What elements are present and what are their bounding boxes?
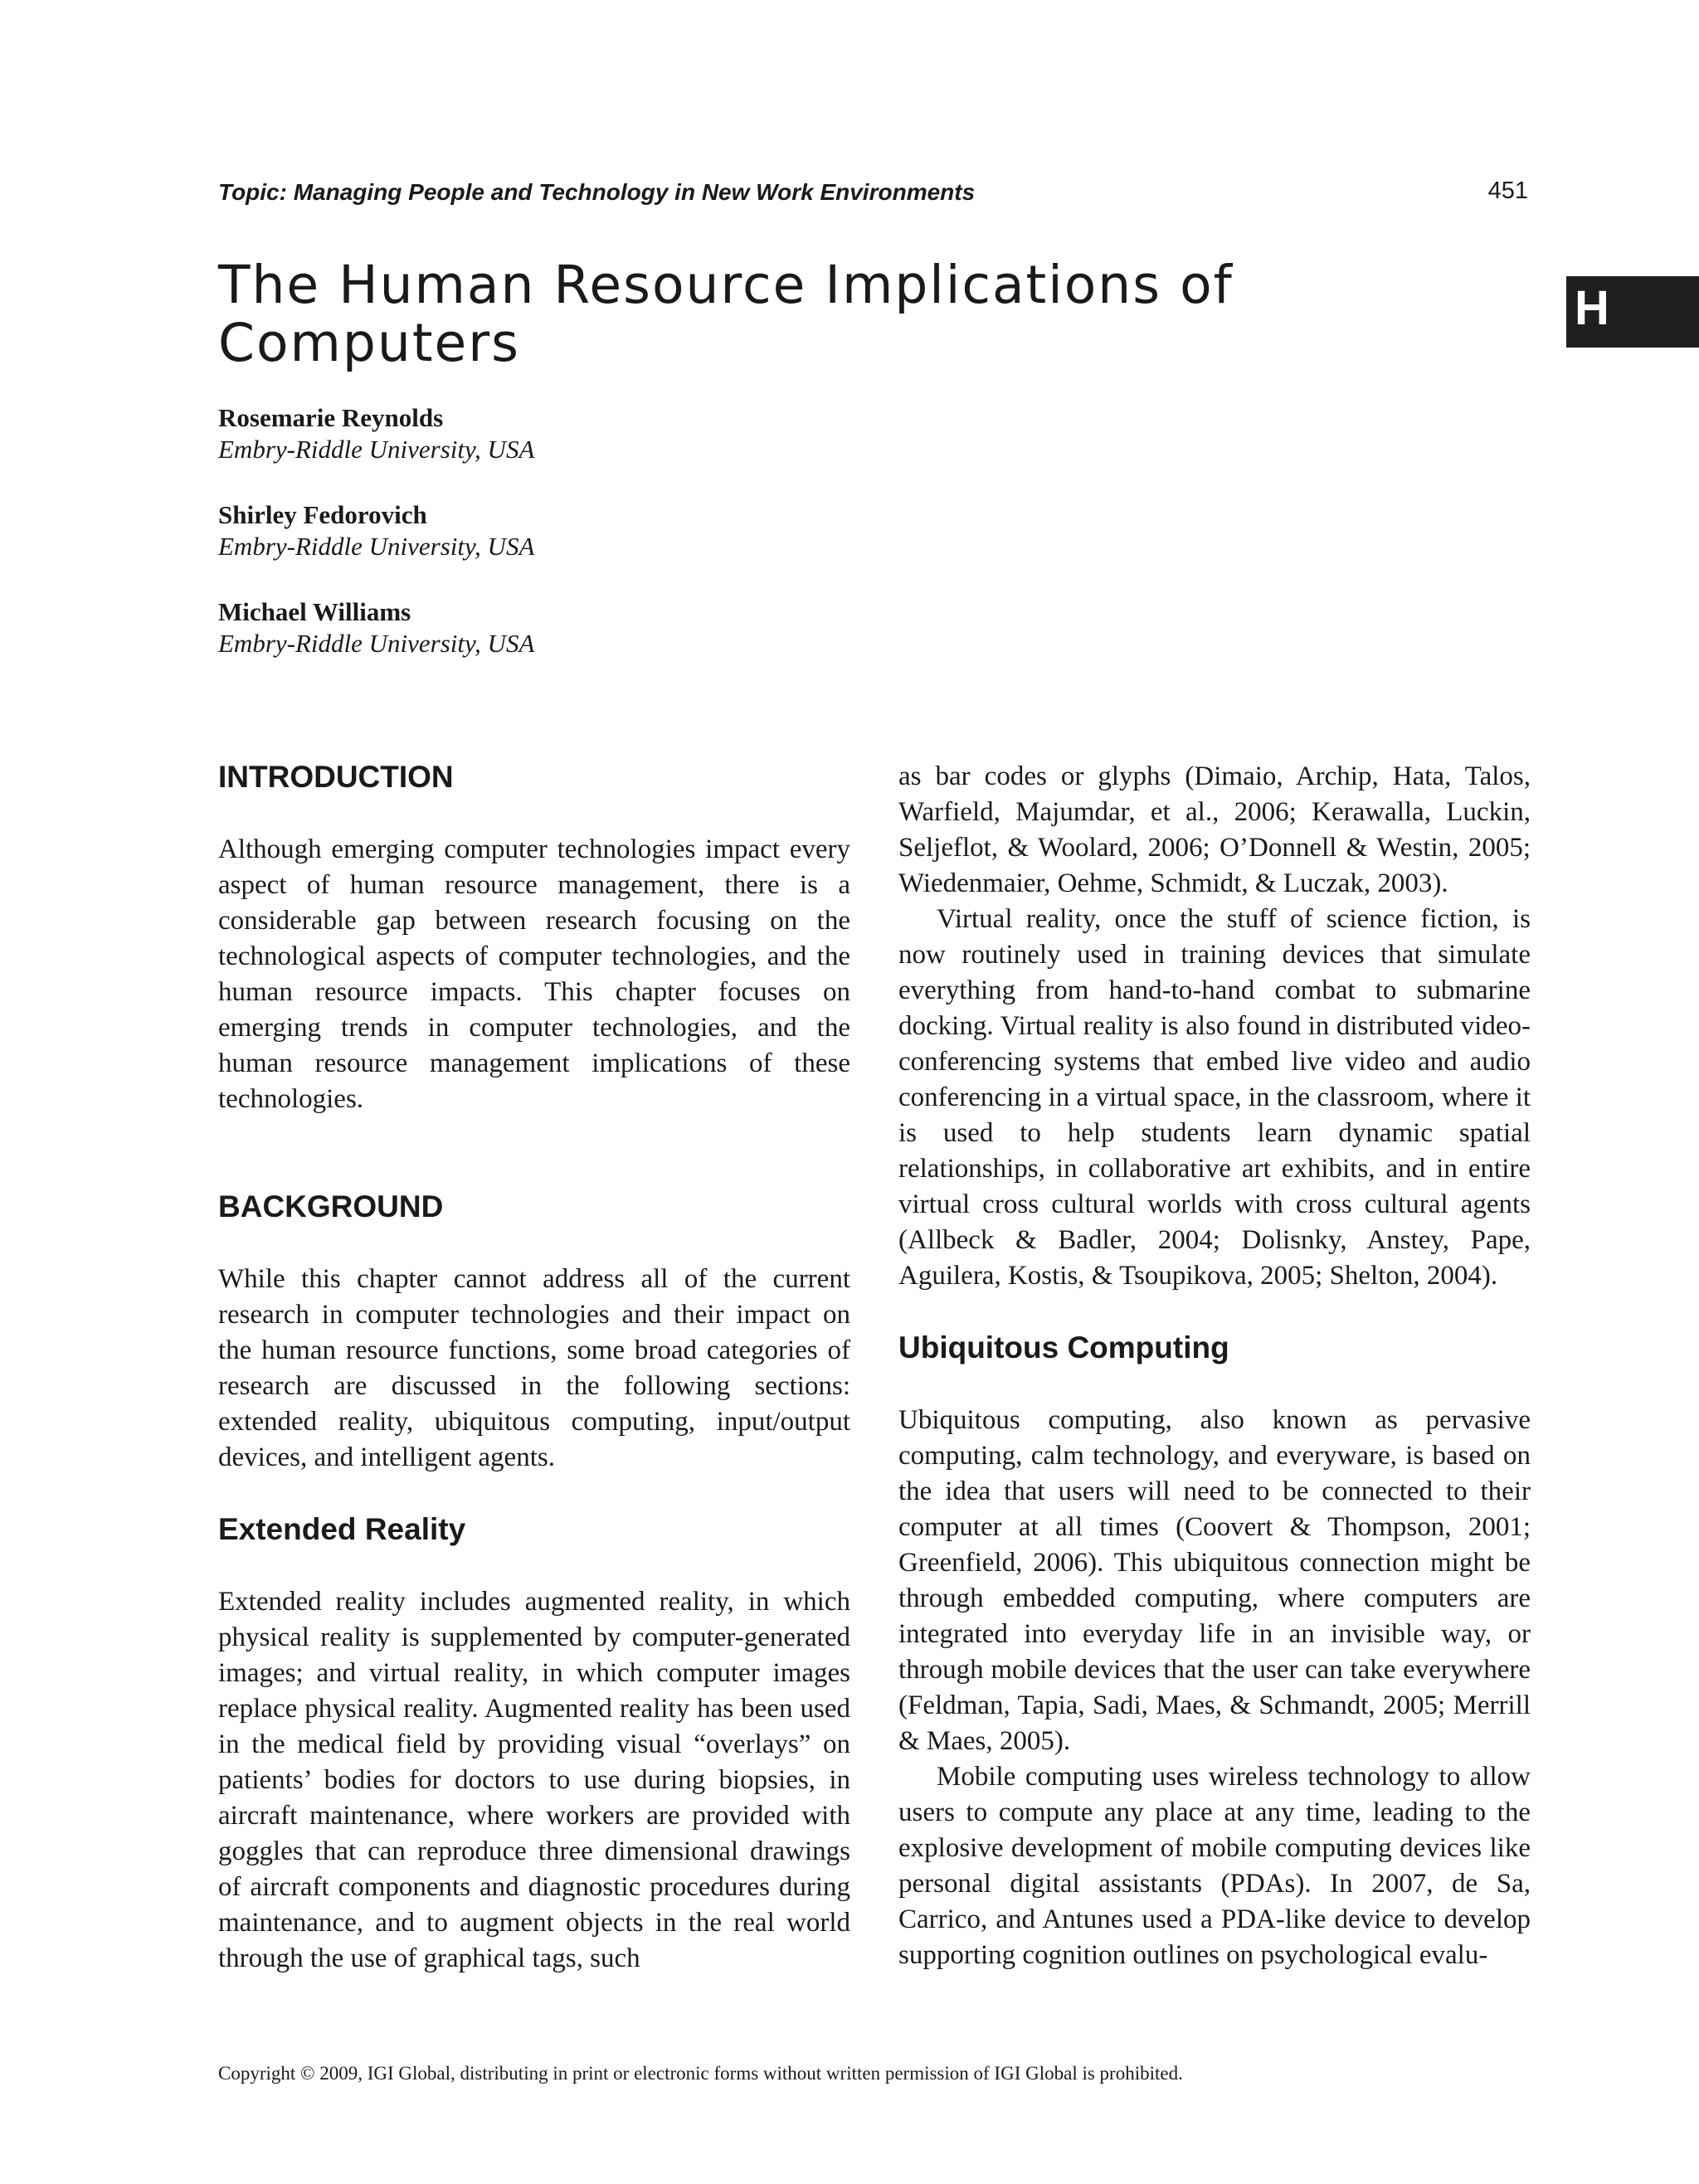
author-affiliation: Embry-Riddle University, USA: [218, 629, 535, 658]
virtual-reality-paragraph: Virtual reality, once the stuff of science fiction, is now routinely used in training devices that simulate everything from hand-to-hand combat to submarine docking. Virtual reality is also found in distributed video-conferencing systems that embed live video and audio conferencing in a virtual space, in the classroom, where it is used to help students learn dynamic spatial relationships, in collaborative art exhibits, and in entire virtual cross cultural worlds with cross cultural agents (Allbeck & Badler, 2004; Dolisnky, Anstey, Pape, Aguilera, Kostis, & Tsoupikova, 2005; Shelton, 2004).: [898, 904, 1531, 1291]
chapter-title: [218, 256, 1380, 372]
chapter-title-line2: Computers: [218, 313, 521, 373]
copyright-footer: Copyright © 2009, IGI Global, distributing in print or electronic forms without written permission of IGI Global is prohibited.: [218, 2063, 1183, 2084]
extended-reality-paragraph: Extended reality includes augmented reality, in which physical reality is supplemented by computer-generated images; and virtual reality, in which computer images replace physical reality. Augmented reality has been used in the medical field by providing visual “overlays” on patients’ bodies for doctors to use during biopsies, in aircraft maintenance, where workers are provided with goggles that can reproduce three dimensional drawings of aircraft components and diagnostic procedures during maintenance, and to augment objects in the real world through the use of graphical tags, such: [218, 1587, 850, 1973]
right-column: [898, 759, 1531, 1973]
heading-ubiquitous-computing: Ubiquitous Computing: [898, 1330, 1229, 1364]
extended-reality-paragraph-continued: as bar codes or glyphs (Dimaio, Archip, Hata, Talos, Warfield, Majumdar, et al., 2006; Kerawalla, Luckin, Seljeflot, & Woolard, 2006; O’Donnell & Westin, 2005; Wiedenmaier, Oehme, Schmidt, & Luczak, 2003).: [898, 761, 1531, 898]
heading-introduction: INTRODUCTION: [218, 760, 454, 794]
author-name: Rosemarie Reynolds: [218, 403, 444, 432]
author-name: Shirley Fedorovich: [218, 500, 427, 529]
introduction-paragraph: Although emerging computer technologies impact every aspect of human resource management, there is a considerable gap between research focusing on the technological aspects of computer technologies, and the human resource impacts. This chapter focuses on emerging trends in computer technologies, and the human resource management implications of these technologies.: [218, 834, 850, 1114]
author-affiliation: Embry-Riddle University, USA: [218, 435, 535, 464]
author-affiliation: Embry-Riddle University, USA: [218, 532, 535, 561]
chapter-title-line1: The Human Resource Implications of: [218, 255, 1234, 315]
section-index-tab: [1566, 276, 1699, 348]
background-paragraph: While this chapter cannot address all of the current research in computer technologies and their impact on the human resource functions, some broad categories of research are discussed in the following sections: extended reality, ubiquitous computing, input/output devices, and intelligent agents.: [218, 1264, 850, 1472]
heading-background: BACKGROUND: [218, 1189, 444, 1223]
running-header-topic: Topic: Managing People and Technology in New Work Environments: [218, 179, 976, 205]
author-block: [218, 402, 965, 465]
mobile-computing-paragraph: Mobile computing uses wireless technology to allow users to compute any place at any time, leading to the explosive development of mobile computing devices like personal digital assistants (PDAs). In 2007, de Sa, Carrico, and Antunes used a PDA-like device to develop supporting cognition outlines on psychological evalu-: [898, 1762, 1531, 1970]
heading-extended-reality: Extended Reality: [218, 1512, 466, 1546]
ubiquitous-computing-paragraph: Ubiquitous computing, also known as pervasive computing, calm technology, and everyware, is based on the idea that users will need to be connected to their computer at all times (Coovert & Thompson, 2001; Greenfield, 2006). This ubiquitous connection might be through embedded computing, where computers are integrated into everyday life in an invisible way, or through mobile devices that the user can take everywhere (Feldman, Tapia, Sadi, Maes, & Schmandt, 2005; Merrill & Maes, 2005).: [898, 1405, 1531, 1756]
page-number: 451: [1487, 178, 1528, 204]
section-index-letter: H: [1575, 281, 1609, 335]
author-name: Michael Williams: [218, 597, 411, 626]
author-block: [218, 499, 965, 562]
author-block: [218, 596, 965, 659]
left-column: [218, 759, 850, 1977]
